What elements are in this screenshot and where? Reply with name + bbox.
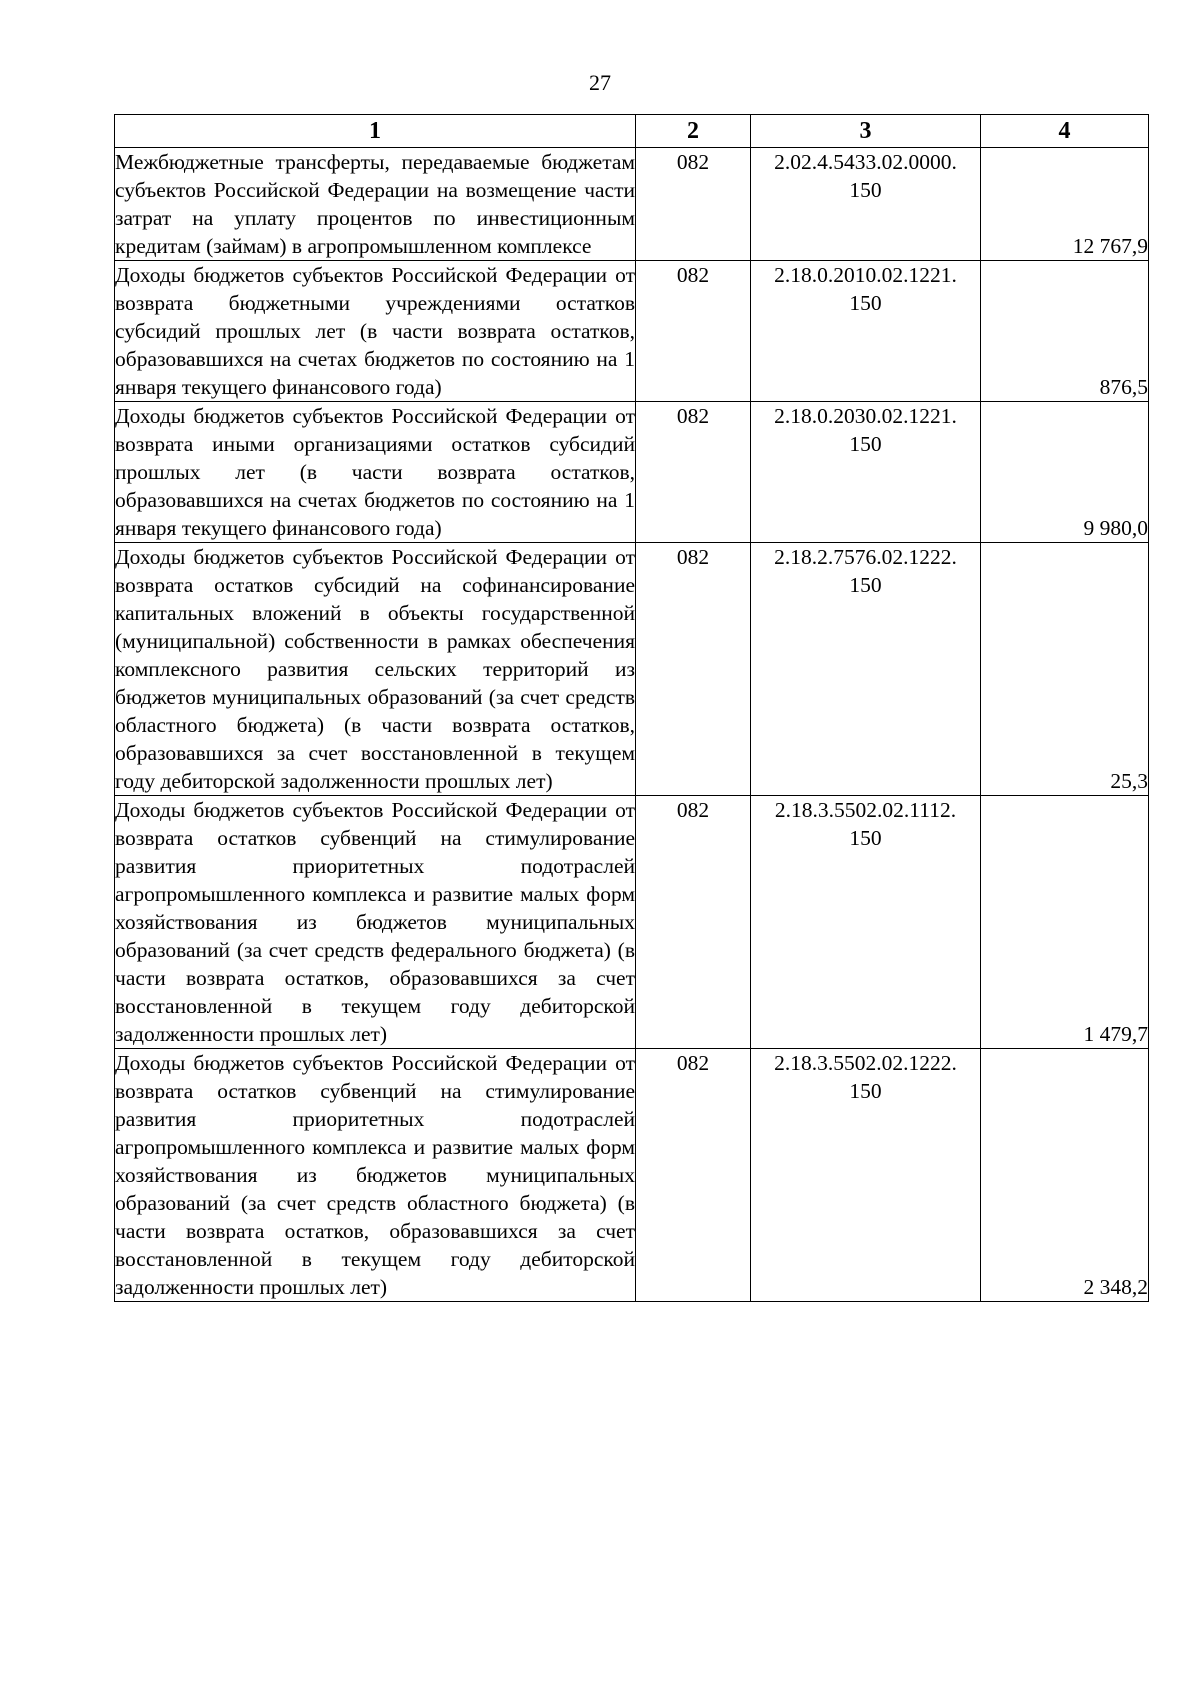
- row-budget-code: [751, 148, 981, 261]
- header-col-3: 3: [751, 115, 981, 148]
- table-row: [115, 402, 1149, 543]
- budget-code-line-2: 150: [849, 826, 882, 850]
- row-admin-code: 082: [636, 1049, 751, 1302]
- budget-table: [114, 114, 1149, 1302]
- budget-code-line-2: 150: [849, 432, 882, 456]
- table-row: [115, 261, 1149, 402]
- table-header-row: [115, 115, 1149, 148]
- budget-code-line-1: 2.18.2.7576.02.1222.: [774, 545, 957, 569]
- budget-code-line-1: 2.18.0.2030.02.1221.: [774, 404, 957, 428]
- row-budget-code: [751, 1049, 981, 1302]
- budget-code-line-1: 2.02.4.5433.02.0000.: [774, 150, 957, 174]
- row-admin-code: 082: [636, 543, 751, 796]
- row-description: Межбюджетные трансферты, передаваемые бюджетам субъектов Российской Федерации на возмещение части затрат на уплату процентов по инвестиционным кредитам (займам) в агропромышленном комплексе: [115, 148, 636, 261]
- row-description: Доходы бюджетов субъектов Российской Федерации от возврата иными организациями остатков субсидий прошлых лет (в части возврата остатков, образовавшихся на счетах бюджетов по состоянию на 1 января текущего финансового года): [115, 402, 636, 543]
- budget-code-line-2: 150: [849, 291, 882, 315]
- header-col-1: 1: [115, 115, 636, 148]
- budget-code-line-1: 2.18.0.2010.02.1221.: [774, 263, 957, 287]
- row-amount: 1 479,7: [981, 796, 1149, 1049]
- row-description: Доходы бюджетов субъектов Российской Федерации от возврата бюджетными учреждениями остатков субсидий прошлых лет (в части возврата остатков, образовавшихся на счетах бюджетов по состоянию на 1 января текущего финансового года): [115, 261, 636, 402]
- row-admin-code: 082: [636, 402, 751, 543]
- row-budget-code: [751, 543, 981, 796]
- header-col-2: 2: [636, 115, 751, 148]
- row-amount: 12 767,9: [981, 148, 1149, 261]
- row-amount: 25,3: [981, 543, 1149, 796]
- row-description: Доходы бюджетов субъектов Российской Федерации от возврата остатков субсидий на софинансирование капитальных вложений в объекты государственной (муниципальной) собственности в рамках обеспечения комплексного развития сельских территорий из бюджетов муниципальных образований (за счет средств областного бюджета) (в части возврата остатков, образовавшихся за счет восстановленной в текущем году дебиторской задолженности прошлых лет): [115, 543, 636, 796]
- budget-code-line-2: 150: [849, 1079, 882, 1103]
- row-description: Доходы бюджетов субъектов Российской Федерации от возврата остатков субвенций на стимулирование развития приоритетных подотраслей агропромышленного комплекса и развитие малых форм хозяйствования из бюджетов муниципальных образований (за счет средств областного бюджета) (в части возврата остатков, образовавшихся за счет восстановленной в текущем году дебиторской задолженности прошлых лет): [115, 1049, 636, 1302]
- row-admin-code: 082: [636, 796, 751, 1049]
- row-budget-code: [751, 261, 981, 402]
- table-row: [115, 148, 1149, 261]
- budget-code-line-1: 2.18.3.5502.02.1222.: [774, 1051, 957, 1075]
- table-row: [115, 1049, 1149, 1302]
- row-budget-code: [751, 402, 981, 543]
- budget-code-line-1: 2.18.3.5502.02.1112.: [774, 798, 957, 822]
- row-admin-code: 082: [636, 148, 751, 261]
- row-amount: 876,5: [981, 261, 1149, 402]
- row-admin-code: 082: [636, 261, 751, 402]
- table-row: [115, 796, 1149, 1049]
- row-budget-code: [751, 796, 981, 1049]
- budget-code-line-2: 150: [849, 573, 882, 597]
- row-description: Доходы бюджетов субъектов Российской Федерации от возврата остатков субвенций на стимулирование развития приоритетных подотраслей агропромышленного комплекса и развитие малых форм хозяйствования из бюджетов муниципальных образований (за счет средств федерального бюджета) (в части возврата остатков, образовавшихся за счет восстановленной в текущем году дебиторской задолженности прошлых лет): [115, 796, 636, 1049]
- budget-code-line-2: 150: [849, 178, 882, 202]
- table-row: [115, 543, 1149, 796]
- row-amount: 2 348,2: [981, 1049, 1149, 1302]
- row-amount: 9 980,0: [981, 402, 1149, 543]
- header-col-4: 4: [981, 115, 1149, 148]
- page-number: 27: [589, 70, 611, 95]
